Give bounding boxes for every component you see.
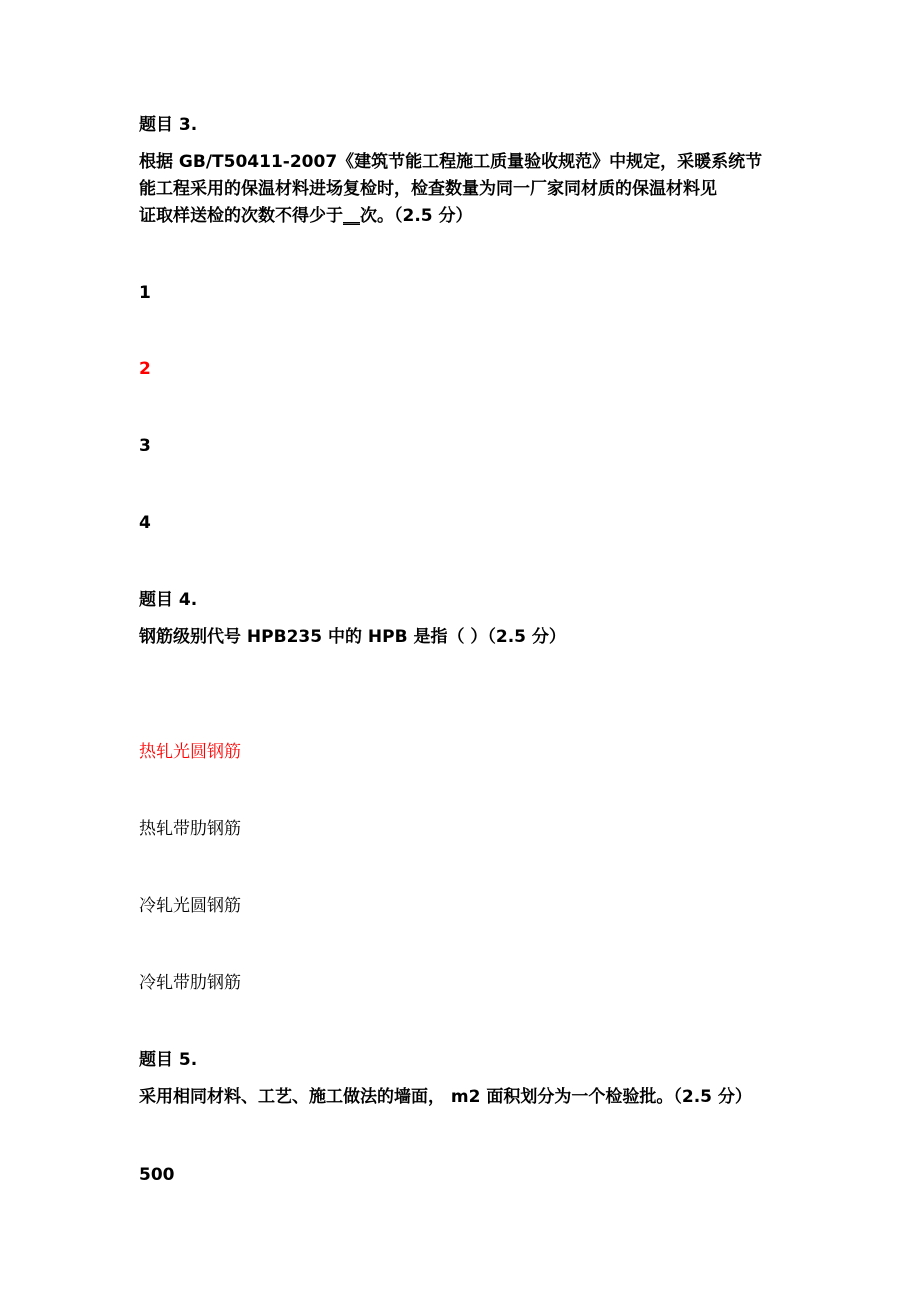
question-4-stem: 钢筋级别代号 HPB235 中的 HPB 是指（ ）（2.5 分） — [139, 627, 566, 647]
question-3-title: 题目 3. — [139, 115, 198, 135]
question-5-option-a: 500 — [139, 1165, 175, 1185]
question-3-stem-prefix: 证取样送检的次数不得少于 — [139, 206, 343, 226]
question-3-option-c: 3 — [139, 436, 151, 456]
question-4-option-d: 冷轧带肋钢筋 — [139, 973, 241, 993]
question-3-stem-line-2: 能工程采用的保温材料进场复检时，检查数量为同一厂家同材质的保温材料见 — [139, 179, 717, 199]
question-3-blank: __ — [343, 206, 360, 226]
question-4-option-a-correct: 热轧光圆钢筋 — [139, 742, 241, 762]
question-3-option-d: 4 — [139, 513, 151, 533]
question-4-option-b: 热轧带肋钢筋 — [139, 819, 241, 839]
question-3-stem-line-1: 根据 GB/T50411-2007《建筑节能工程施工质量验收规范》中规定，采暖系统节 — [139, 152, 763, 172]
question-3-stem-line-3 — [139, 203, 473, 229]
question-3-option-a: 1 — [139, 283, 151, 303]
question-4-option-c: 冷轧光圆钢筋 — [139, 896, 241, 916]
question-4-title: 题目 4. — [139, 590, 198, 610]
question-5-stem: 采用相同材料、工艺、施工做法的墙面， m2 面积划分为一个检验批。（2.5 分） — [139, 1087, 752, 1107]
question-3-option-b-correct: 2 — [139, 359, 151, 379]
question-5-title: 题目 5. — [139, 1050, 198, 1070]
question-3-stem-suffix: 次。（2.5 分） — [360, 206, 473, 226]
